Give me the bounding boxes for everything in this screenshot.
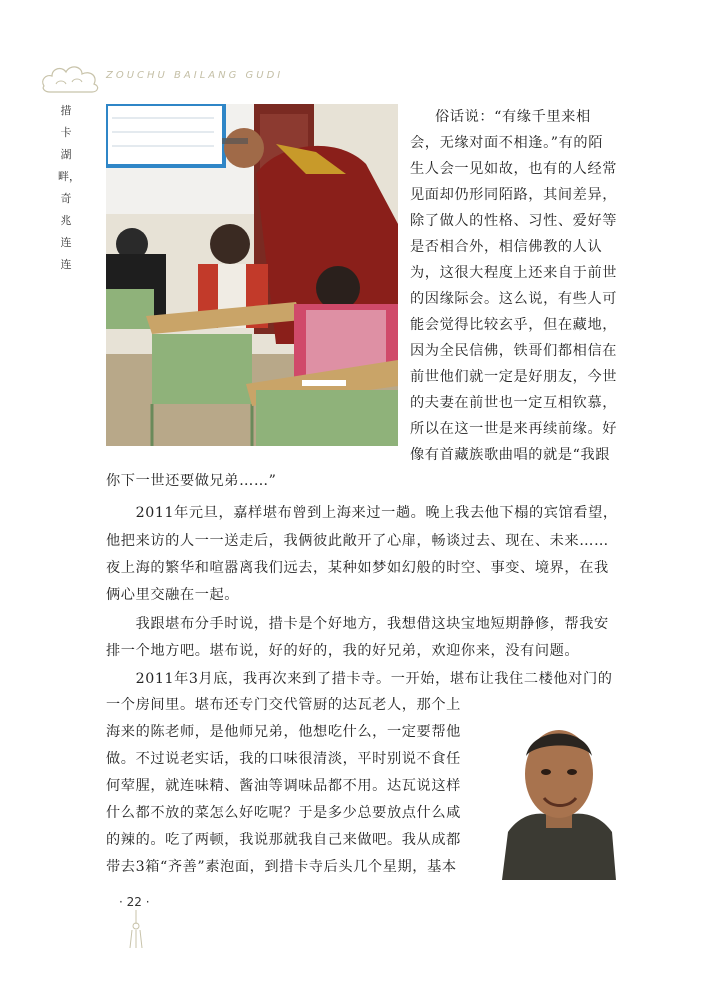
text-line: 的因缘际会。这么说，有些人可 (410, 291, 618, 307)
text-line: 何荤腥，就连味精、酱油等调味品都不用。达瓦说这样 (106, 778, 461, 794)
text-line: 俗话说：“有缘千里来相 (435, 109, 591, 125)
text-line: 2011年元旦，嘉样堪布曾到上海来过一趟。晚上我去他下榻的宾馆看望， (106, 505, 618, 521)
text-line: 所以在这一世是来再续前缘。好 (410, 421, 618, 437)
text-line: 海来的陈老师，是他师兄弟，他想吃什么，一定要帮他 (106, 724, 461, 740)
text-line: 2011年3月底，我再次来到了措卡寺。一开始，堪布让我住二楼他对门的 (106, 671, 613, 687)
portrait-photo (502, 712, 616, 880)
text-line: 俩心里交融在一起。 (106, 587, 240, 603)
text-line: 的辣的。吃了两顿，我说那就我自己来做吧。我从成都 (106, 832, 461, 848)
text-line: 他把来访的人一一送走后，我俩彼此敞开了心扉，畅谈过去、现在、未来…… (106, 533, 609, 549)
text-line: 排一个地方吧。堪布说，好的好的，我的好兄弟，欢迎你来，没有问题。 (106, 643, 580, 659)
text-line: 前世他们就一定是好朋友，今世 (410, 369, 618, 385)
text-line: 一个房间里。堪布还专门交代管厨的达瓦老人，那个上 (106, 697, 461, 713)
text-line: 你下一世还要做兄弟……” (106, 473, 277, 489)
text-line: 生人会一见如故，也有的人经常 (410, 161, 618, 177)
cloud-ornament-icon (38, 58, 106, 98)
text-line: 的夫妻在前世也一定互相钦慕， (410, 395, 618, 411)
text-line: 我跟堪布分手时说，措卡是个好地方，我想借这块宝地短期静修，帮我安 (106, 616, 609, 632)
text-line: 除了做人的性格、习性、爱好等 (410, 213, 618, 229)
text-line: 什么都不放的菜怎么好吃呢？于是多少总要放点什么咸 (106, 805, 461, 821)
running-header: ZOUCHU BAILANG GUDI (106, 70, 284, 81)
text-line: 像有首藏族歌曲唱的就是“我跟 (410, 447, 611, 463)
text-line: 会，无缘对面不相逢。”有的陌 (410, 135, 603, 151)
text-line: 因为全民信佛，铁哥们都相信在 (410, 343, 618, 359)
text-line: 见面却仍形同陌路，其间差异， (410, 187, 618, 203)
classroom-photo (106, 104, 398, 446)
page-number: · 22 · (119, 895, 150, 909)
text-line: 是否相合外，相信佛教的人认 (410, 239, 603, 255)
text-line: 夜上海的繁华和喧嚣离我们远去，某种如梦如幻般的时空、事变、境界，在我 (106, 560, 609, 576)
text-line: 带去3箱“齐善”素泡面，到措卡寺后头几个星期，基本 (106, 859, 457, 875)
tassel-icon (126, 910, 146, 950)
text-line: 能会觉得比较玄乎，但在藏地， (410, 317, 618, 333)
side-title: 措卡湖畔，奇兆连连 (58, 104, 80, 271)
text-line: 做。不过说老实话，我的口味很清淡，平时别说不食任 (106, 751, 461, 767)
text-line: 为，这很大程度上还来自于前世 (410, 265, 618, 281)
